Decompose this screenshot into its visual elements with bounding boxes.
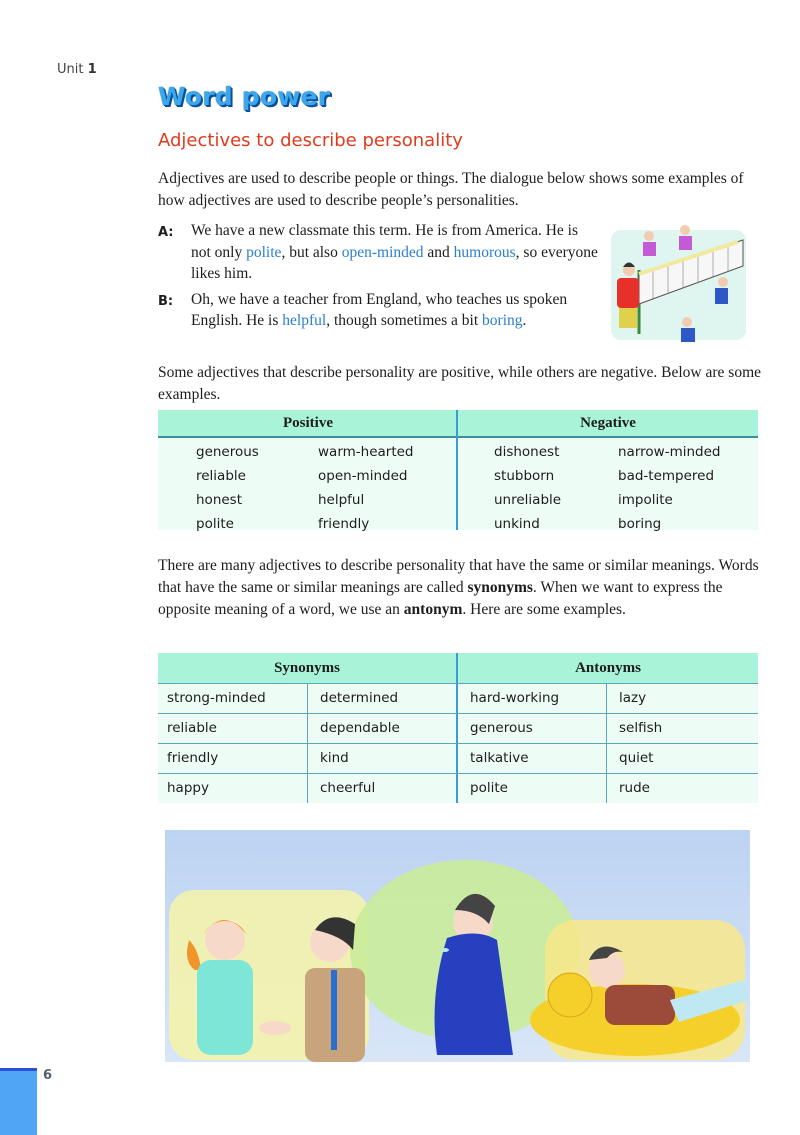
dialogue-text-b: Oh, we have a teacher from England, who teaches us spoken English. He is helpful, though sometimes a bit boring. [191,290,568,329]
cell: unkind [494,516,540,532]
synonyms-antonyms-paragraph: There are many adjectives to describe personality that have the same or similar meanings. Words that have the same or similar meanings are called synonyms. When we want to express the opposite meaning of a word, we use an antonym. Here are some examples. [158,557,759,618]
cell: strong-minded [158,684,308,713]
cell: helpful [318,492,365,508]
dialogue-line-b [158,289,598,332]
speaker-b: B: [158,293,174,309]
table-row [458,512,758,536]
cell: warm-hearted [318,444,414,460]
volleyball-illustration [603,222,750,344]
header-synonyms: Synonyms [158,653,458,683]
cell: rude [619,780,650,796]
header-negative: Negative [580,415,636,431]
page-number: 6 [43,1068,53,1083]
term-synonyms: synonyms [467,579,533,596]
positive-negative-table [158,410,758,530]
header-antonyms: Antonyms [575,660,641,676]
cell: impolite [618,492,673,508]
cell: lazy [619,690,647,706]
table-row [158,744,758,774]
table-row [158,684,758,714]
highlight-word: helpful [282,312,327,329]
table-row [158,464,458,488]
dialogue [158,220,598,336]
cell: hard-working [458,684,607,713]
cell: determined [308,684,458,713]
table-row [158,512,458,536]
column-divider [456,410,458,530]
unit-number: 1 [87,62,97,77]
cell: polite [458,774,607,803]
intro-paragraph: Adjectives are used to describe people or things. The dialogue below shows some examples of how adjectives are used to describe people’s personalities. [158,170,744,209]
cell: narrow-minded [618,444,721,460]
cell: happy [158,774,308,803]
cell: talkative [458,744,607,773]
synonyms-antonyms-table [158,653,758,803]
positive-negative-paragraph: Some adjectives that describe personality are positive, while others are negative. Below are some examples. [158,364,762,403]
cell: generous [458,714,607,743]
cell: kind [308,744,458,773]
dialogue-text-a: We have a new classmate this term. He is from America. He is not only polite, but also open-minded and humorous, so everyone likes him. [191,222,598,282]
highlight-word: polite [246,243,282,261]
header-positive: Positive [283,415,333,431]
speaker-a: A: [158,225,174,240]
term-antonym: antonym [403,601,463,618]
cell: friendly [158,744,308,773]
table-header [158,653,758,684]
table-row [458,464,758,488]
negative-column [458,438,758,536]
page-title: Word power [158,82,331,111]
cell: reliable [158,714,308,743]
dialogue-line-a [158,220,598,285]
personality-illustration [165,830,750,1062]
cell: selfish [619,720,663,736]
section-subtitle: Adjectives to describe personality [158,130,463,151]
unit-text: Unit [57,62,84,77]
cell: polite [196,516,234,532]
highlight-word: open-minded [341,243,424,261]
highlight-word: boring [482,312,523,329]
table-row [158,714,758,744]
cell: dependable [308,714,458,743]
positive-column [158,438,458,536]
cell: friendly [318,516,370,532]
cell: generous [196,444,259,460]
unit-label [57,62,97,77]
page-tab [0,1068,37,1135]
cell: dishonest [494,444,560,460]
table-header [158,410,758,438]
cell: bad-tempered [618,468,715,484]
cell: boring [618,516,662,532]
table-row [158,440,458,464]
table-row [458,488,758,512]
highlight-word: humorous [453,243,516,261]
cell: stubborn [494,468,555,484]
cell: quiet [619,750,654,766]
table-row [458,440,758,464]
table-row [158,774,758,803]
cell: reliable [196,468,246,484]
cell: honest [196,492,243,508]
table-row [158,488,458,512]
cell: cheerful [308,774,458,803]
cell: unreliable [494,492,562,508]
cell: open-minded [318,468,408,484]
